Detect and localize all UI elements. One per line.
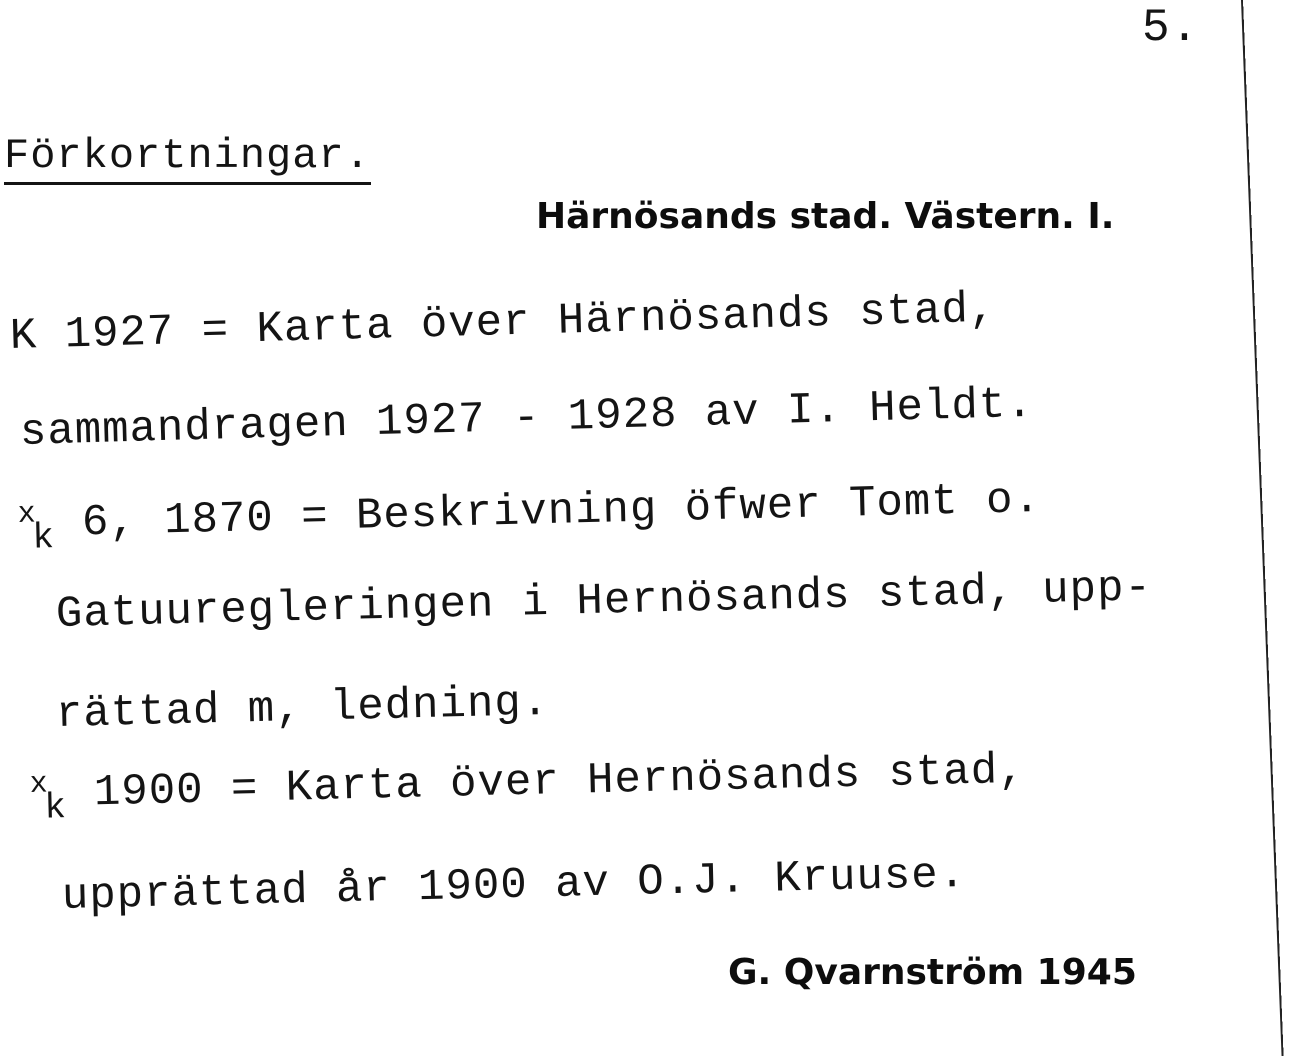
entry-2-superscript: x xyxy=(17,497,37,532)
signature-stamp: G. Qvarnström 1945 xyxy=(728,952,1137,993)
entry-3-line-1 xyxy=(29,745,1027,829)
entry-2-subscript: k xyxy=(31,517,56,559)
entry-3-line-1-text: 1900 = Karta över Hernösands stad, xyxy=(66,745,1027,820)
entry-3-line-2: upprättad år 1900 av O.J. Kruuse. xyxy=(61,849,967,922)
page-number: 5. xyxy=(1142,2,1200,54)
entry-3-superscript: x xyxy=(29,767,49,802)
entry-1-line-2: sammandragen 1927 - 1928 av I. Heldt. xyxy=(19,379,1035,458)
entry-1-line-1: K 1927 = Karta över Härnösands stad, xyxy=(9,284,997,362)
entry-2-line-3: rättad m, ledning. xyxy=(55,677,550,740)
heading-text: Förkortningar. xyxy=(4,132,371,185)
location-stamp: Härnösands stad. Västern. I. xyxy=(536,196,1115,237)
entry-3-subscript: k xyxy=(43,787,68,829)
entry-2-line-2: Gatuuregleringen i Hernösands stad, upp- xyxy=(55,563,1153,640)
entry-2-line-1 xyxy=(17,475,1042,559)
entry-2-line-1-text: 6, 1870 = Beskrivning öfwer Tomt o. xyxy=(54,475,1042,550)
page-heading xyxy=(4,132,371,180)
page-edge-line xyxy=(1241,0,1286,1056)
